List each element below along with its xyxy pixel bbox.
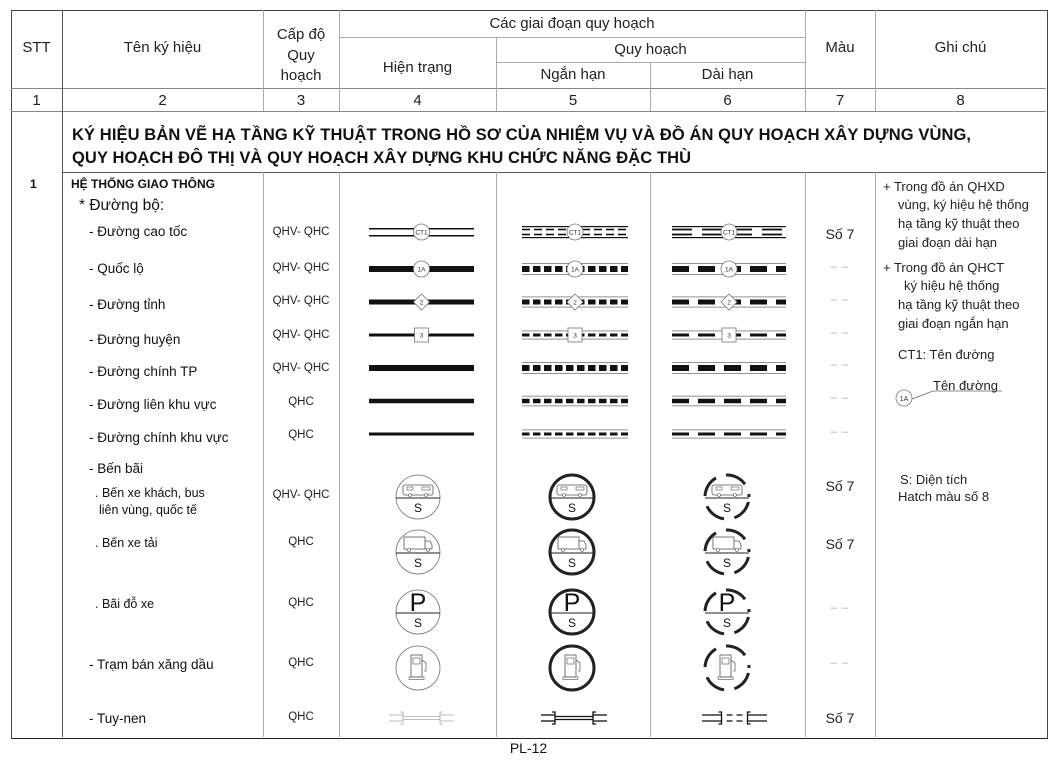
header-level-1: Cấp độ <box>276 26 326 43</box>
parking-icon-short <box>550 589 594 634</box>
truck-icon-current <box>396 530 440 574</box>
tunnel-icon-short <box>541 712 607 724</box>
road-symbol-expressway-current <box>369 224 474 240</box>
note-line: hạ tầng kỹ thuật theo <box>898 297 1020 312</box>
road-symbol-provincial-long <box>672 294 786 310</box>
road-symbol-city-main-long <box>672 362 786 374</box>
svg-text:P: P <box>409 589 427 617</box>
road-symbol-area-main-long <box>672 430 786 439</box>
section-title-line-1: KÝ HIỆU BẢN VẼ HẠ TẦNG KỸ THUẬT TRONG HỒ SƠ CỦA NHIỆM VỤ VÀ ĐỒ ÁN QUY HOẠCH XÂY DỰNG VÙNG, <box>72 126 972 144</box>
road-color: – – <box>830 359 850 371</box>
road-symbol-national-current <box>369 261 474 277</box>
svg-text:S: S <box>722 556 732 570</box>
station-name: . Bãi đỗ xe <box>95 597 155 611</box>
note-line: ký hiệu hệ thống <box>904 278 1000 293</box>
road-color: – – <box>830 261 850 273</box>
group-stt: 1 <box>30 177 37 191</box>
note-line: + Trong đồ án QHCT <box>883 260 1005 275</box>
callout-badge-text: 1A <box>899 396 909 403</box>
column-number: 1 <box>32 92 41 109</box>
other-level: QHC <box>288 711 314 723</box>
header-note: Ghi chú <box>934 39 987 56</box>
svg-text:S: S <box>567 616 577 630</box>
svg-text:S: S <box>413 556 423 570</box>
station-level: QHC <box>288 536 314 548</box>
header-planning: Quy hoạch <box>614 41 687 58</box>
group-title: HỆ THỐNG GIAO THÔNG <box>71 177 215 191</box>
road-symbol-expressway-short <box>522 224 628 240</box>
header-short-term: Ngắn hạn <box>540 66 606 83</box>
header-current: Hiện trạng <box>382 59 453 76</box>
svg-text:2: 2 <box>573 299 577 307</box>
tunnel-icon-long <box>702 712 767 724</box>
road-symbol-inter-area-short <box>522 396 628 407</box>
road-symbol-national-short <box>522 261 628 277</box>
header-stt: STT <box>22 39 51 56</box>
column-number: 2 <box>158 92 167 109</box>
fuel-pump-icon-short <box>550 646 594 690</box>
road-name: - Đường cao tốc <box>89 224 188 239</box>
column-number: 7 <box>835 92 845 109</box>
svg-text:S: S <box>413 501 423 515</box>
svg-text:CT1: CT1 <box>568 229 582 237</box>
road-symbol-city-main-short <box>522 362 628 374</box>
column-number: 6 <box>723 92 732 109</box>
column-number: 8 <box>956 92 965 109</box>
note-line: vùng, ký hiệu hệ thống <box>898 197 1029 212</box>
svg-text:S: S <box>722 616 732 630</box>
road-color: – – <box>830 327 850 339</box>
station-level: QHC <box>288 597 314 609</box>
road-symbol-district-long <box>672 328 786 342</box>
parking-icon-long <box>705 589 749 634</box>
road-color: – – <box>830 294 850 306</box>
road-color: Số 7 <box>825 226 855 242</box>
road-level: QHC <box>288 429 314 441</box>
note-line: giai đoạn ngắn hạn <box>898 316 1009 331</box>
header-stages: Các giai đoạn quy hoạch <box>489 15 655 32</box>
station-color: Số 7 <box>825 478 855 494</box>
svg-text:3: 3 <box>419 332 424 340</box>
road-symbol-area-main-current <box>369 433 474 436</box>
svg-text:1A: 1A <box>571 266 579 274</box>
road-level: QHC <box>288 396 314 408</box>
header-long-term: Dài hạn <box>701 66 754 83</box>
section-title-line-2: QUY HOẠCH ĐÔ THỊ VÀ QUY HOẠCH XÂY DỰNG KHU CHỨC NĂNG ĐẶC THÙ <box>72 149 692 167</box>
road-name: - Đường chính TP <box>89 364 198 379</box>
road-symbol-area-main-short <box>522 430 628 439</box>
svg-text:2: 2 <box>727 299 731 307</box>
svg-text:CT1: CT1 <box>722 229 736 237</box>
svg-text:P: P <box>718 589 736 617</box>
station-color: Số 7 <box>825 536 855 552</box>
note-ct1: CT1: Tên đường <box>898 347 995 362</box>
road-color: – – <box>830 392 850 404</box>
svg-text:P: P <box>563 589 581 617</box>
road-symbol-district-current <box>369 328 474 342</box>
road-symbol-national-long <box>672 261 786 277</box>
column-number: 5 <box>568 92 578 109</box>
road-symbol-provincial-current <box>369 294 474 310</box>
column-number: 4 <box>413 92 422 109</box>
road-level: QHV- QHC <box>272 262 330 274</box>
svg-text:3: 3 <box>727 332 731 340</box>
road-color: – – <box>830 426 850 438</box>
other-level: QHC <box>288 657 314 669</box>
road-symbol-provincial-short <box>522 294 628 310</box>
svg-text:2: 2 <box>419 299 424 307</box>
parking-icon-current <box>396 589 440 634</box>
road-level: QHV- QHC <box>272 295 330 307</box>
header-level-2: Quy <box>287 47 315 64</box>
svg-text:1A: 1A <box>417 266 426 274</box>
road-symbol-expressway-long <box>672 224 786 240</box>
other-color: – – <box>830 657 850 669</box>
station-level: QHV- QHC <box>272 489 330 501</box>
header-level-3: hoạch <box>280 67 322 84</box>
note-callout-text: Tên đường <box>933 378 998 393</box>
column-number: 3 <box>296 92 306 109</box>
svg-text:S: S <box>567 556 577 570</box>
fuel-pump-icon-current <box>396 646 440 690</box>
svg-text:CT1: CT1 <box>415 229 428 237</box>
svg-text:1A: 1A <box>725 266 733 274</box>
other-name: - Tuy-nen <box>89 711 147 726</box>
bus-icon-current <box>396 475 440 519</box>
stations-heading: - Bến bãi <box>89 461 144 476</box>
road-symbol-inter-area-long <box>672 396 786 407</box>
svg-text:S: S <box>722 501 732 515</box>
road-symbol-district-short <box>522 328 628 342</box>
other-color: Số 7 <box>825 710 855 726</box>
road-name: - Đường chính khu vực <box>89 430 229 445</box>
note-s-area: S: Diện tích <box>900 472 968 487</box>
station-name-line-2: liên vùng, quốc tế <box>99 503 197 517</box>
svg-text:3: 3 <box>573 332 577 340</box>
note-line: hạ tầng kỹ thuật theo <box>898 216 1020 231</box>
group-subtitle: * Đường bộ: <box>79 197 165 214</box>
bus-icon-short <box>550 475 594 519</box>
station-name: . Bến xe khách, bus <box>95 486 205 500</box>
tunnel-icon-current <box>389 712 454 724</box>
truck-icon-short <box>550 530 594 574</box>
road-level: QHV- QHC <box>272 362 330 374</box>
svg-text:S: S <box>567 501 577 515</box>
note-line: + Trong đồ án QHXD <box>883 179 1005 194</box>
header-color: Màu <box>825 39 855 56</box>
header-name: Tên ký hiệu <box>123 39 202 56</box>
note-hatch: Hatch màu số 8 <box>898 489 990 504</box>
station-name: . Bến xe tải <box>95 536 158 550</box>
note-line: giai đoạn dài hạn <box>898 235 998 250</box>
road-name: - Đường huyện <box>89 332 181 347</box>
road-name: - Đường tỉnh <box>89 297 166 312</box>
road-level: QHV- QHC <box>272 329 330 341</box>
svg-text:S: S <box>413 616 423 630</box>
station-color: – – <box>830 602 850 614</box>
page-footer: PL-12 <box>509 740 548 756</box>
road-name: - Quốc lộ <box>89 261 144 276</box>
other-name: - Trạm bán xăng dầu <box>89 657 214 672</box>
road-symbol-inter-area-current <box>369 399 474 404</box>
truck-icon-long <box>705 530 749 574</box>
road-symbol-city-main-current <box>369 365 474 371</box>
road-level: QHV- QHC <box>272 226 330 238</box>
bus-icon-long <box>705 475 749 519</box>
fuel-pump-icon-long <box>705 646 749 690</box>
road-name: - Đường liên khu vực <box>89 397 217 412</box>
